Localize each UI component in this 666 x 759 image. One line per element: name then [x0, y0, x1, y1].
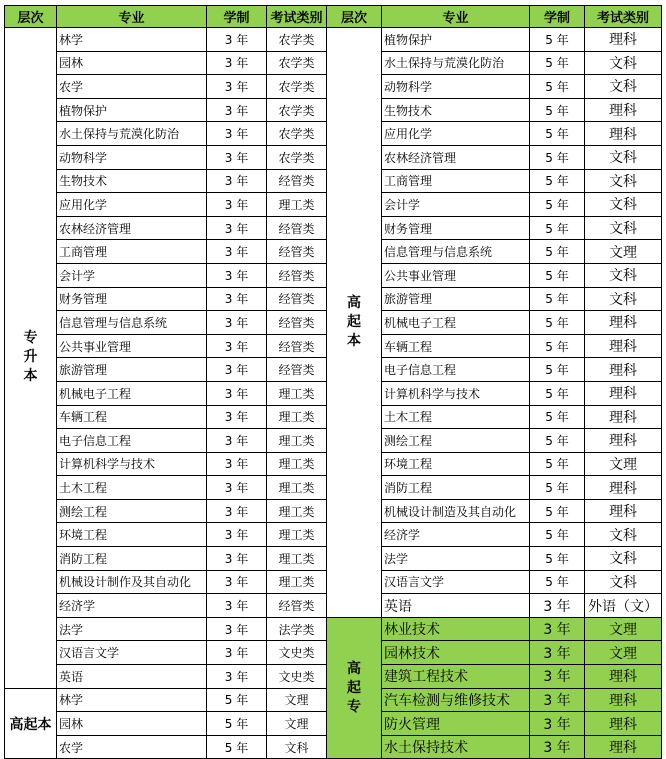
major-cell: 农学 — [57, 735, 207, 759]
major-cell: 水土保持与荒漠化防治 — [57, 122, 207, 146]
exam-type-cell: 理科 — [585, 28, 662, 52]
exam-type-cell: 理科 — [585, 429, 662, 453]
major-cell: 机械电子工程 — [382, 311, 530, 335]
years-cell: 5 年 — [530, 287, 585, 311]
exam-type-cell: 理工类 — [267, 476, 327, 500]
years-cell: 3 年 — [207, 499, 267, 523]
years-cell: 5 年 — [530, 28, 585, 52]
exam-type-cell: 农学类 — [267, 51, 327, 75]
exam-type-cell: 文科 — [585, 193, 662, 217]
exam-type-cell: 文科 — [585, 169, 662, 193]
major-cell: 计算机科学与技术 — [57, 452, 207, 476]
major-cell: 农林经济管理 — [57, 216, 207, 240]
exam-type-cell: 经管类 — [267, 263, 327, 287]
major-cell: 农林经济管理 — [382, 145, 530, 169]
exam-type-cell: 文科 — [585, 523, 662, 547]
major-cell: 消防工程 — [57, 547, 207, 571]
years-cell: 3 年 — [207, 452, 267, 476]
major-cell: 土木工程 — [382, 405, 530, 429]
level-char: 起 — [347, 313, 361, 330]
exam-type-cell: 理科 — [585, 122, 662, 146]
major-cell: 机械设计制作及其自动化 — [57, 570, 207, 594]
years-cell: 5 年 — [207, 735, 267, 759]
major-cell: 会计学 — [57, 263, 207, 287]
exam-type-cell: 文理 — [267, 712, 327, 736]
years-cell: 5 年 — [530, 240, 585, 264]
years-cell: 5 年 — [530, 75, 585, 99]
level-gaoqiben-right — [327, 28, 382, 618]
major-cell: 工商管理 — [382, 169, 530, 193]
major-cell: 防火管理 — [382, 712, 530, 736]
major-cell: 生物技术 — [57, 169, 207, 193]
level-gaoqiben-left: 高起本 — [5, 688, 57, 759]
years-cell: 5 年 — [530, 51, 585, 75]
exam-type-cell: 文科 — [585, 75, 662, 99]
major-cell: 机械电子工程 — [57, 381, 207, 405]
major-cell: 动物科学 — [382, 75, 530, 99]
major-cell: 英语 — [382, 594, 530, 618]
exam-type-cell: 文史类 — [267, 665, 327, 689]
years-cell: 3 年 — [530, 735, 585, 759]
exam-type-cell: 理科 — [585, 688, 662, 712]
major-cell: 汉语言文学 — [57, 641, 207, 665]
major-cell: 农学 — [57, 75, 207, 99]
header-exam-type-right: 考试类别 — [585, 6, 662, 28]
major-cell: 土木工程 — [57, 476, 207, 500]
major-cell: 应用化学 — [382, 122, 530, 146]
years-cell: 3 年 — [207, 334, 267, 358]
years-cell: 3 年 — [207, 311, 267, 335]
exam-type-cell: 农学类 — [267, 145, 327, 169]
major-cell: 植物保护 — [382, 28, 530, 52]
years-cell: 3 年 — [207, 216, 267, 240]
exam-type-cell: 经管类 — [267, 287, 327, 311]
major-cell: 旅游管理 — [57, 358, 207, 382]
major-cell: 英语 — [57, 665, 207, 689]
exam-type-cell: 外语（文） — [585, 594, 662, 618]
major-cell: 消防工程 — [382, 476, 530, 500]
exam-type-cell: 经管类 — [267, 169, 327, 193]
exam-type-cell: 农学类 — [267, 98, 327, 122]
exam-type-cell: 文史类 — [267, 641, 327, 665]
years-cell: 5 年 — [530, 311, 585, 335]
level-char: 专 — [23, 330, 38, 347]
years-cell: 5 年 — [207, 712, 267, 736]
years-cell: 3 年 — [207, 665, 267, 689]
exam-type-cell: 经管类 — [267, 216, 327, 240]
years-cell: 3 年 — [207, 476, 267, 500]
level-char: 起 — [347, 679, 361, 696]
major-cell: 电子信息工程 — [382, 358, 530, 382]
years-cell: 5 年 — [530, 216, 585, 240]
header-years-left: 学制 — [207, 6, 267, 28]
exam-type-cell: 理科 — [585, 712, 662, 736]
exam-type-cell: 理工类 — [267, 523, 327, 547]
years-cell: 5 年 — [530, 193, 585, 217]
exam-type-cell: 文科 — [585, 287, 662, 311]
exam-type-cell: 理工类 — [267, 381, 327, 405]
exam-type-cell: 文科 — [267, 735, 327, 759]
exam-type-cell: 文理 — [585, 452, 662, 476]
exam-type-cell: 理科 — [585, 98, 662, 122]
exam-type-cell: 文科 — [585, 51, 662, 75]
years-cell: 5 年 — [530, 334, 585, 358]
years-cell: 3 年 — [207, 641, 267, 665]
major-cell: 电子信息工程 — [57, 429, 207, 453]
major-cell: 信息管理与信息系统 — [382, 240, 530, 264]
years-cell: 5 年 — [530, 429, 585, 453]
exam-type-cell: 文科 — [585, 263, 662, 287]
exam-type-cell: 农学类 — [267, 28, 327, 52]
exam-type-cell: 理工类 — [267, 499, 327, 523]
level-char: 本 — [347, 332, 361, 349]
exam-type-cell: 理科 — [585, 405, 662, 429]
years-cell: 5 年 — [530, 98, 585, 122]
exam-type-cell: 理工类 — [267, 547, 327, 571]
years-cell: 3 年 — [207, 98, 267, 122]
exam-type-cell: 经管类 — [267, 594, 327, 618]
major-cell: 环境工程 — [382, 452, 530, 476]
major-cell: 法学 — [57, 617, 207, 641]
header-major-left: 专业 — [57, 6, 207, 28]
years-cell: 3 年 — [530, 665, 585, 689]
major-cell: 会计学 — [382, 193, 530, 217]
exam-type-cell: 理工类 — [267, 570, 327, 594]
exam-type-cell: 理科 — [585, 358, 662, 382]
exam-type-cell: 文科 — [585, 570, 662, 594]
exam-type-cell: 农学类 — [267, 75, 327, 99]
exam-type-cell: 文理 — [585, 641, 662, 665]
exam-type-cell: 文理 — [267, 688, 327, 712]
years-cell: 3 年 — [207, 547, 267, 571]
exam-type-cell: 经管类 — [267, 358, 327, 382]
years-cell: 3 年 — [207, 145, 267, 169]
major-cell: 机械设计制造及其自动化 — [382, 499, 530, 523]
major-cell: 财务管理 — [382, 216, 530, 240]
years-cell: 3 年 — [207, 193, 267, 217]
years-cell: 3 年 — [530, 641, 585, 665]
table-row — [5, 617, 662, 641]
years-cell: 3 年 — [207, 381, 267, 405]
exam-type-cell: 理科 — [585, 735, 662, 759]
major-cell: 植物保护 — [57, 98, 207, 122]
years-cell: 3 年 — [207, 287, 267, 311]
years-cell: 5 年 — [207, 688, 267, 712]
years-cell: 3 年 — [207, 263, 267, 287]
major-cell: 应用化学 — [57, 193, 207, 217]
exam-type-cell: 文科 — [585, 216, 662, 240]
years-cell: 5 年 — [530, 358, 585, 382]
major-cell: 经济学 — [57, 594, 207, 618]
major-cell: 信息管理与信息系统 — [57, 311, 207, 335]
major-cell: 林学 — [57, 688, 207, 712]
years-cell: 5 年 — [530, 145, 585, 169]
years-cell: 3 年 — [207, 122, 267, 146]
major-cell: 林学 — [57, 28, 207, 52]
major-cell: 公共事业管理 — [382, 263, 530, 287]
major-cell: 车辆工程 — [57, 405, 207, 429]
years-cell: 3 年 — [207, 594, 267, 618]
major-cell: 林业技术 — [382, 617, 530, 641]
years-cell: 5 年 — [530, 263, 585, 287]
level-char: 升 — [23, 349, 38, 366]
years-cell: 5 年 — [530, 122, 585, 146]
major-cell: 法学 — [382, 547, 530, 571]
level-zhuanshengben — [5, 28, 57, 689]
exam-type-cell: 经管类 — [267, 311, 327, 335]
major-cell: 汽车检测与维修技术 — [382, 688, 530, 712]
major-cell: 生物技术 — [382, 98, 530, 122]
major-cell: 园林 — [57, 51, 207, 75]
exam-type-cell: 理工类 — [267, 452, 327, 476]
years-cell: 3 年 — [207, 75, 267, 99]
years-cell: 3 年 — [207, 358, 267, 382]
years-cell: 3 年 — [207, 429, 267, 453]
years-cell: 3 年 — [207, 51, 267, 75]
years-cell: 5 年 — [530, 452, 585, 476]
major-cell: 测绘工程 — [382, 429, 530, 453]
major-cell: 动物科学 — [57, 145, 207, 169]
exam-type-cell: 理科 — [585, 311, 662, 335]
level-char: 专 — [347, 698, 361, 715]
major-cell: 车辆工程 — [382, 334, 530, 358]
major-cell: 水土保持与荒漠化防治 — [382, 51, 530, 75]
years-cell: 5 年 — [530, 523, 585, 547]
exam-type-cell: 理工类 — [267, 193, 327, 217]
years-cell: 5 年 — [530, 499, 585, 523]
years-cell: 5 年 — [530, 405, 585, 429]
exam-type-cell: 经管类 — [267, 240, 327, 264]
header-major-right: 专业 — [382, 6, 530, 28]
table-row — [5, 28, 662, 52]
major-cell: 建筑工程技术 — [382, 665, 530, 689]
exam-type-cell: 文理 — [585, 240, 662, 264]
level-char: 本 — [23, 368, 38, 385]
major-cell: 计算机科学与技术 — [382, 381, 530, 405]
exam-type-cell: 理科 — [585, 381, 662, 405]
exam-type-cell: 文科 — [585, 145, 662, 169]
major-cell: 园林 — [57, 712, 207, 736]
years-cell: 3 年 — [207, 240, 267, 264]
years-cell: 5 年 — [530, 381, 585, 405]
years-cell: 3 年 — [207, 405, 267, 429]
major-cell: 水土保持技术 — [382, 735, 530, 759]
major-cell: 测绘工程 — [57, 499, 207, 523]
years-cell: 5 年 — [530, 570, 585, 594]
years-cell: 3 年 — [530, 688, 585, 712]
major-cell: 工商管理 — [57, 240, 207, 264]
years-cell: 3 年 — [530, 617, 585, 641]
years-cell: 3 年 — [530, 594, 585, 618]
major-cell: 旅游管理 — [382, 287, 530, 311]
years-cell: 3 年 — [530, 712, 585, 736]
header-years-right: 学制 — [530, 6, 585, 28]
exam-type-cell: 理工类 — [267, 405, 327, 429]
major-cell: 汉语言文学 — [382, 570, 530, 594]
years-cell: 5 年 — [530, 547, 585, 571]
exam-type-cell: 理科 — [585, 499, 662, 523]
years-cell: 3 年 — [207, 523, 267, 547]
header-exam-type-left: 考试类别 — [267, 6, 327, 28]
level-gaoqizhuan — [327, 617, 382, 759]
major-cell: 公共事业管理 — [57, 334, 207, 358]
header-row — [5, 6, 662, 28]
header-level-left: 层次 — [5, 6, 57, 28]
major-table — [4, 5, 662, 759]
exam-type-cell: 理科 — [585, 334, 662, 358]
years-cell: 3 年 — [207, 570, 267, 594]
exam-type-cell: 农学类 — [267, 122, 327, 146]
exam-type-cell: 文理 — [585, 617, 662, 641]
years-cell: 5 年 — [530, 476, 585, 500]
exam-type-cell: 理科 — [585, 476, 662, 500]
major-cell: 环境工程 — [57, 523, 207, 547]
exam-type-cell: 理科 — [585, 665, 662, 689]
exam-type-cell: 文科 — [585, 547, 662, 571]
exam-type-cell: 法学类 — [267, 617, 327, 641]
years-cell: 5 年 — [530, 169, 585, 193]
years-cell: 3 年 — [207, 28, 267, 52]
years-cell: 3 年 — [207, 169, 267, 193]
major-cell: 园林技术 — [382, 641, 530, 665]
header-level-right: 层次 — [327, 6, 382, 28]
major-cell: 经济学 — [382, 523, 530, 547]
exam-type-cell: 理工类 — [267, 429, 327, 453]
exam-type-cell: 经管类 — [267, 334, 327, 358]
major-cell: 财务管理 — [57, 287, 207, 311]
level-char: 高 — [347, 660, 361, 677]
years-cell: 3 年 — [207, 617, 267, 641]
level-char: 高 — [347, 294, 361, 311]
